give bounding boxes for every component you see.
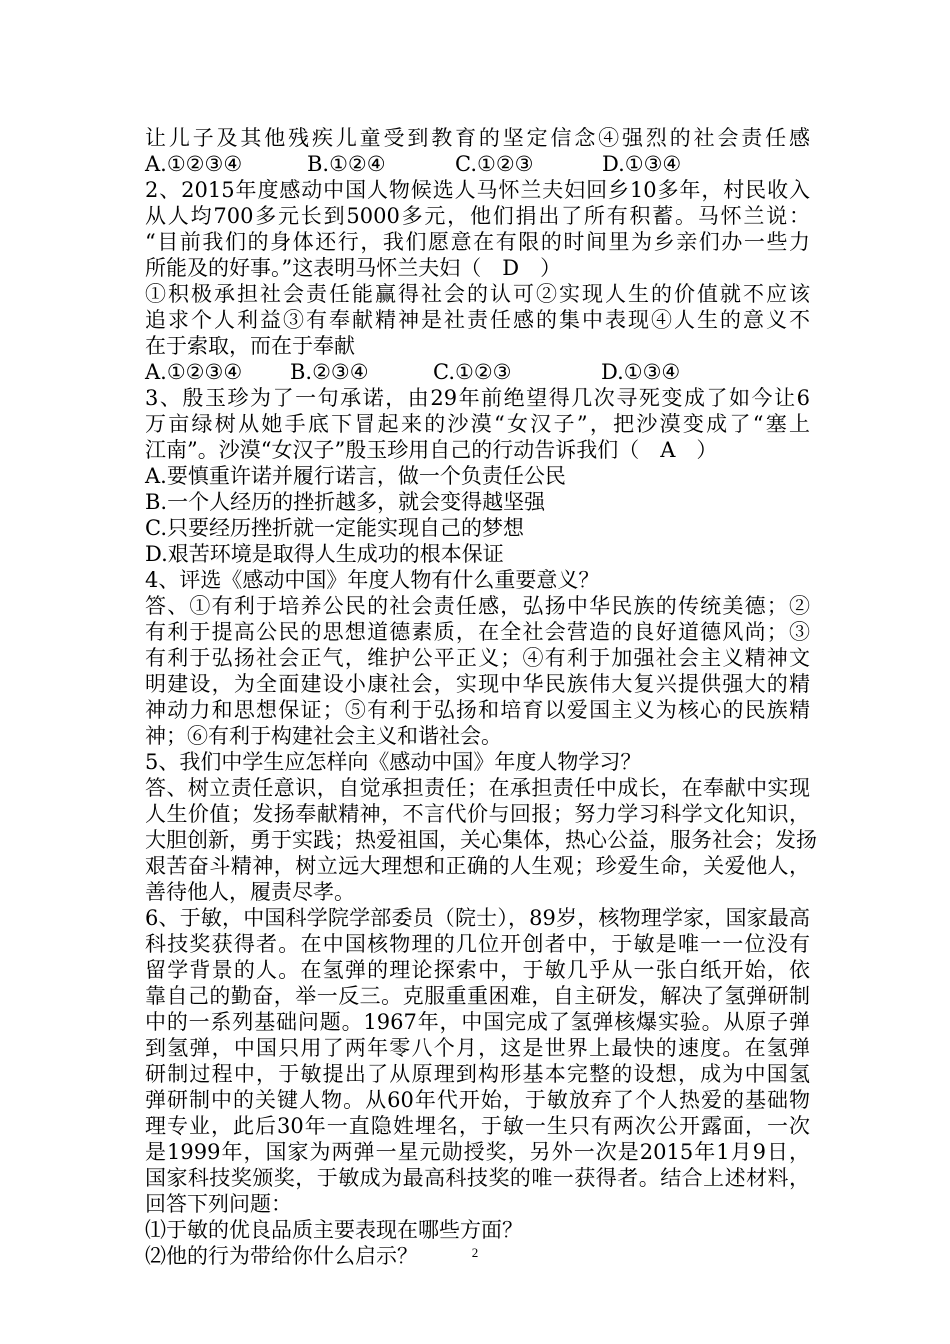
q6-line: 靠自己的勤奋，举一反三。克服重重困难，自主研发，解决了氢弹研制 xyxy=(145,984,810,1008)
q3-choice-a: A.要慎重许诺并履行诺言，做一个负责任公民 xyxy=(145,464,566,488)
q3-line: 万亩绿树从她手底下冒起来的沙漠“女汉子”，把沙漠变成了“塞上 xyxy=(145,412,810,436)
q2-options xyxy=(145,359,810,385)
q4-answer-line: 神动力和思想保证；⑤有利于弘扬和培育以爱国主义为核心的民族精 xyxy=(145,698,810,722)
q6-line: 是1999年，国家为两弹一星元勋授奖，另外一次是2015年1月9日， xyxy=(145,1140,810,1164)
q2-option-a: A.①②③④ xyxy=(145,360,243,384)
q4-answer-line: 答、①有利于培养公民的社会责任感，弘扬中华民族的传统美德；② xyxy=(145,594,810,618)
q1-option-d: D.①③④ xyxy=(602,152,682,176)
q5-answer-line: 善待他人，履责尽孝。 xyxy=(145,880,355,904)
q2-line: 在于索取，而在于奉献 xyxy=(145,334,355,358)
q6-line: 弹研制中的关键人物。从60年代开始，于敏放弃了个人热爱的基础物 xyxy=(145,1088,810,1112)
q6-line: 留学背景的人。在氢弹的理论探索中，于敏几乎从一张白纸开始，依 xyxy=(145,958,810,982)
q4-answer-line: 有利于提高公民的思想道德素质，在全社会营造的良好道德风尚；③ xyxy=(145,620,810,644)
q3-choice-b: B.一个人经历的挫折越多，就会变得越坚强 xyxy=(145,490,546,514)
q6-line: 回答下列问题： xyxy=(145,1192,292,1216)
q2-line: 追求个人利益③有奉献精神是社责任感的集中表现④人生的意义不 xyxy=(145,308,810,332)
q1-option-a: A.①②③④ xyxy=(145,152,243,176)
q3-line: 3、殷玉珍为了一句承诺，由29年前绝望得几次寻死变成了如今让6 xyxy=(145,386,810,410)
q5-answer-line: 大胆创新，勇于实践；热爱祖国，关心集体，热心公益，服务社会；发扬 xyxy=(145,828,817,852)
page-body xyxy=(145,125,817,1269)
q6-line: 到氢弹，中国只用了两年零八个月，这是世界上最快的速度。在氢弹 xyxy=(145,1036,810,1060)
q1-option-b: B.①②④ xyxy=(307,152,386,176)
page-number: 2 xyxy=(471,1245,479,1260)
q1-option-c: C.①②③ xyxy=(455,152,534,176)
q6-line: 科技奖获得者。在中国核物理的几位开创者中，于敏是唯一一位没有 xyxy=(145,932,810,956)
q2-line: 2、2015年度感动中国人物候选人马怀兰夫妇回乡10多年，村民收入 xyxy=(145,178,810,202)
q2-option-c: C.①②③ xyxy=(433,360,512,384)
q3-choice-d: D.艰苦环境是取得人生成功的根本保证 xyxy=(145,542,504,566)
q5-answer-line: 艰苦奋斗精神，树立远大理想和正确的人生观；珍爱生命，关爱他人， xyxy=(145,854,810,878)
q2-option-d: D.①③④ xyxy=(601,360,681,384)
q5-answer-line: 答、树立责任意识，自觉承担责任；在承担责任中成长，在奉献中实现 xyxy=(145,776,810,800)
q4-answer-line: 有利于弘扬社会正气，维护公平正义；④有利于加强社会主义精神文 xyxy=(145,646,810,670)
q2-line: “目前我们的身体还行，我们愿意在有限的时间里为乡亲们办一些力 xyxy=(145,230,810,254)
q1-tail-line: 让儿子及其他残疾儿童受到教育的坚定信念④强烈的社会责任感 xyxy=(145,126,810,150)
q6-line: 中的一系列基础问题。1967年，中国完成了氢弹核爆实验。从原子弹 xyxy=(145,1010,810,1034)
q6-subquestion-1: ⑴于敏的优良品质主要表现在哪些方面？ xyxy=(145,1218,523,1242)
q2-line: 从人均700多元长到5000多元，他们捐出了所有积蓄。马怀兰说： xyxy=(145,204,810,228)
q6-subquestion-2: ⑵他的行为带给你什么启示？ xyxy=(145,1244,418,1268)
q4-answer-line: 神；⑥有利于构建社会主义和谐社会。 xyxy=(145,724,502,748)
q6-line: 研制过程中，于敏提出了从原理到构形基本完整的设想，成为中国氢 xyxy=(145,1062,810,1086)
q5-answer-line: 人生价值；发扬奉献精神，不言代价与回报；努力学习科学文化知识， xyxy=(145,802,810,826)
q3-choice-c: C.只要经历挫折就一定能实现自己的梦想 xyxy=(145,516,524,540)
q2-line: 所能及的好事。”这表明马怀兰夫妇（ D ） xyxy=(145,256,562,280)
q4-question: 4、评选《感动中国》年度人物有什么重要意义？ xyxy=(145,568,600,592)
q1-options xyxy=(145,151,810,177)
q6-line: 国家科技奖颁奖，于敏成为最高科技奖的唯一获得者。结合上述材料， xyxy=(145,1166,810,1190)
q3-line: 江南”。沙漠“女汉子”殷玉珍用自己的行动告诉我们（ A ） xyxy=(145,438,718,462)
q2-line: ①积极承担社会责任能赢得社会的认可②实现人生的价值就不应该 xyxy=(145,282,810,306)
q5-question: 5、我们中学生应怎样向《感动中国》年度人物学习？ xyxy=(145,750,642,774)
q4-answer-line: 明建设，为全面建设小康社会，实现中华民族伟大复兴提供强大的精 xyxy=(145,672,810,696)
q6-line: 理专业，此后30年一直隐姓埋名，于敏一生只有两次公开露面，一次 xyxy=(145,1114,810,1138)
q6-line: 6、于敏，中国科学院学部委员（院士），89岁，核物理学家，国家最高 xyxy=(145,906,810,930)
q2-option-b: B.②③④ xyxy=(290,360,369,384)
